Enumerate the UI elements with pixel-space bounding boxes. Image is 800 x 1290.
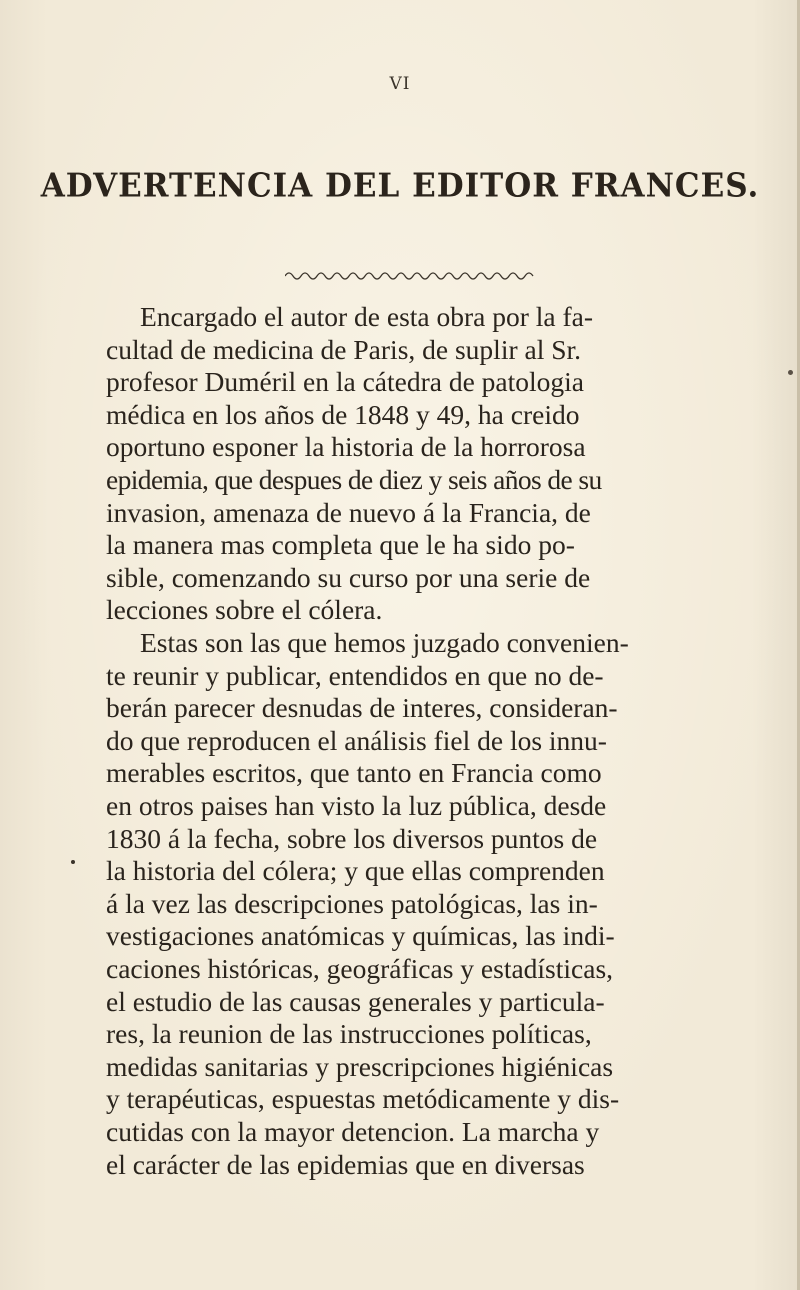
- text-line: caciones históricas, geográficas y estadísticas,: [106, 953, 614, 984]
- text-line: á la vez las descripciones patológicas, las in-: [106, 887, 598, 919]
- section-heading: ADVERTENCIA DEL EDITOR FRANCES.: [40, 167, 760, 205]
- text-line: cutidas con la mayor detencion. La marcha y: [106, 1116, 600, 1147]
- text-line: el estudio de las causas generales y particula-: [106, 985, 605, 1017]
- text-line: la manera mas completa que le ha sido po-: [106, 529, 575, 561]
- text-line: invasion, amenaza de nuevo á la Francia, de: [106, 496, 591, 528]
- text-line: merables escritos, que tanto en Francia como: [106, 757, 602, 789]
- ink-speck: [788, 370, 793, 375]
- text-line: epidemia, que despues de diez y seis años de su: [106, 464, 602, 495]
- text-line: te reunir y publicar, entendidos en que no de-: [106, 659, 604, 691]
- text-line: el carácter de las epidemias que en diversas: [106, 1148, 585, 1180]
- text-line: Estas son las que hemos juzgado convenien-: [140, 627, 629, 658]
- text-line: berán parecer desnudas de interes, consideran-: [106, 692, 618, 724]
- text-line: en otros paises han visto la luz pública, desde: [106, 790, 607, 821]
- text-line: oportuno esponer la historia de la horrorosa: [106, 431, 586, 463]
- text-line: y terapéuticas, espuestas metódicamente y dis-: [106, 1083, 620, 1115]
- text-line: cultad de medicina de Paris, de suplir al Sr.: [106, 333, 582, 365]
- text-line: sible, comenzando su curso por una serie de: [106, 561, 591, 593]
- text-line: la historia del cólera; y que ellas comprenden: [106, 855, 605, 887]
- text-line: lecciones sobre el cólera.: [106, 594, 383, 626]
- text-line: medidas sanitarias y prescripciones higiénicas: [106, 1050, 614, 1082]
- text-line: do que reproducen el análisis fiel de los innu-: [106, 724, 607, 756]
- text-line: 1830 á la fecha, sobre los diversos puntos de: [106, 822, 598, 854]
- text-line: médica en los años de 1848 y 49, ha creido: [106, 398, 580, 430]
- ink-speck: [71, 860, 75, 864]
- wavy-rule-ornament: [285, 270, 535, 282]
- text-line: Encargado el autor de esta obra por la fa-: [140, 301, 594, 332]
- page-number: VI: [389, 74, 411, 94]
- text-line: vestigaciones anatómicas y químicas, las indi-: [106, 920, 615, 952]
- text-line: profesor Duméril en la cátedra de patologia: [106, 366, 584, 398]
- text-line: res, la reunion de las instrucciones políticas,: [106, 1018, 592, 1050]
